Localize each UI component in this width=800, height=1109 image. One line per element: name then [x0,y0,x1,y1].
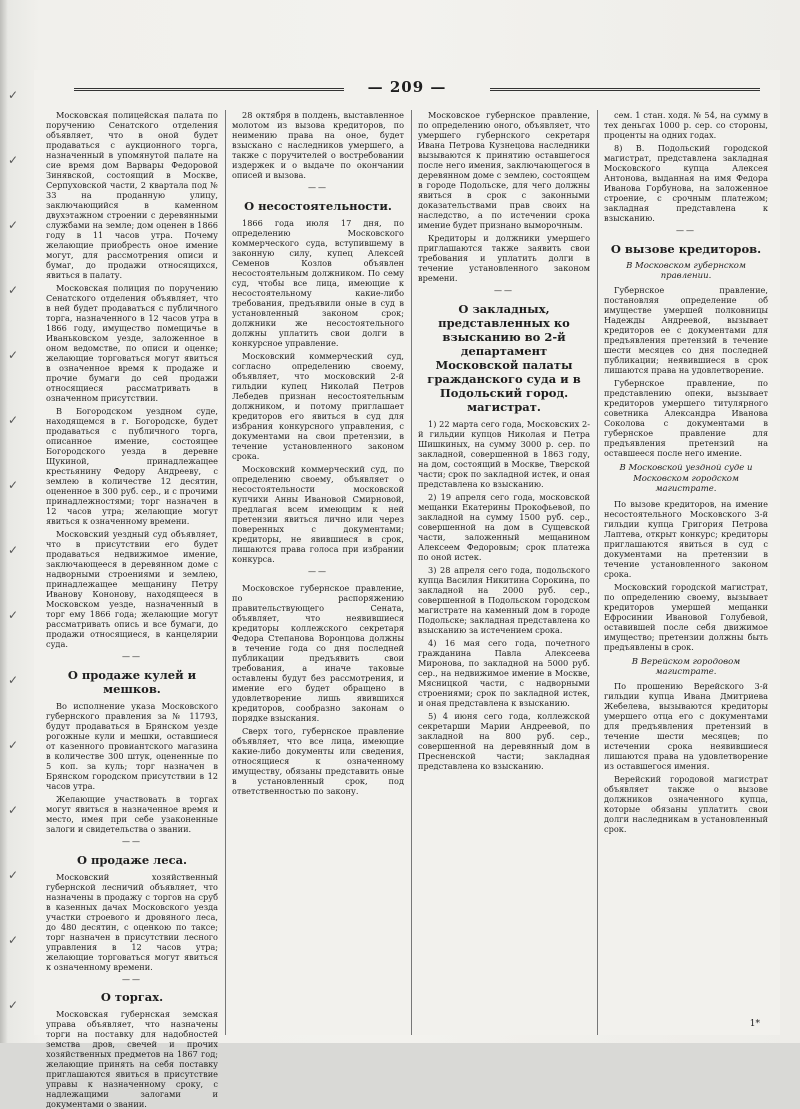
column-3 [418,110,590,1035]
separator: —— [494,286,514,295]
section-heading: О продаже леса. [76,852,188,867]
paragraph: 2) 19 апреля сего года, московской мещанки Екатерины Прокофьевой, по закладной на сумму 1500 руб. сер., совершенной на дом в Сущевской части, заложенный мещанином Алексеем Федоровым; срок платежа по оной истек. [418,491,590,562]
paragraph: Московское губернское правление, по определению оного, объявляет, что умершего губернского секретаря Ивана Петрова Кузнецова наследники вызываются к принятию оставшегося после него имения, заключающегося в деревянном доме с землею, состоящем в городе Подольске, для чего должны явиться в срок с законными доказательствами прав своих на наследство, а по истечении срока имение будет признано выморочным. [418,110,590,230]
margin-check-mark: ✓ [8,348,19,362]
margin-check-mark: ✓ [8,803,19,817]
column-1 [46,110,218,1109]
paragraph: Кредиторы и должники умершего приглашаются также заявить свои требования и уплатить долги в течение установленного законом времени. [418,233,590,283]
column-divider [225,110,226,1035]
paragraph: 5) 4 июня сего года, коллежской секретарши Марии Андреевой, по закладной на 800 руб. сер., совершенной на деревянный дом в Пресненской части; закладная представлена ко взысканию. [418,710,590,771]
paragraph: сем. 1 стан. ходя. № 54, на сумму в тех деньгах 1000 р. сер. со стороны, проценты на одних годах. [604,110,768,140]
section-heading: О вызове кредиторов. [610,241,762,256]
margin-check-mark: ✓ [8,88,19,102]
paragraph: Во исполнение указа Московского губернского правления за № 11793, будут продаваться в Брянском уезде рогожные кули и мешки, оставшиеся от казенного провиантского магазина в количестве 300 штук, оцененные по 5 коп. за куль; торг назначен в Брянском городском присутствии в 12 часов утра. [46,700,218,791]
subsection-heading: В Верейском городовом магистрате. [631,656,741,677]
paragraph: 1) 22 марта сего года, Московских 2-й гильдии купцов Николая и Петра Шишкиных, на сумму 3000 р. сер. по закладной, совершенной в 1863 году, на дом, состоящий в Москве, Тверской части; срок по закладной истек, и оная представлена ко взысканию. [418,418,590,489]
separator: —— [122,974,142,984]
margin-check-mark: ✓ [8,868,19,882]
margin-check-mark: ✓ [8,608,19,622]
margin-check-mark: ✓ [8,413,19,427]
section-heading: О закладных, представленных ко взысканию во 2-й департамент Московской палаты гражданского суда и в Подольский город. магистрат. [427,301,581,414]
column-2 [232,110,404,1035]
subsection-heading: В Московском губернском правлении. [626,260,746,282]
paragraph: Московский коммерческий суд, согласно определению своему, объявляет, что московский 2-й гильдии купец Николай Петров Лебедев признан несостоятельным должником, и потому приглашает кредиторов его явиться в суд для избрания конкурсного управления, с документами на свои претензии, в течение установленного законом срока. [232,350,404,461]
paragraph: Московский коммерческий суд, по определению своему, объявляет о несостоятельности московской купчихи Анны Ивановой Смирновой, предлагая всем имеющим к ней претензии явиться лично или через поверенных с документами; кредиторы, не явившиеся в срок, лишаются права голоса при избрании конкурса. [232,463,404,564]
paragraph: Сверх того, губернское правление объявляет, что все лица, имеющие какие-либо документы или сведения, относящиеся к означенному имуществу, обязаны представить оные в установленный срок, под ответственностью по закону. [232,725,404,796]
separator: —— [676,226,696,235]
paragraph: Московская губернская земская управа объявляет, что назначены торги на поставку для надобностей земства дров, свечей и прочих хозяйственных предметов на 1867 год; желающие принять на себя поставку приглашаются явиться в присутствие управы к назначенному сроку, с надлежащими залогами и документами о звании. [46,1009,218,1109]
margin-check-mark: ✓ [8,283,19,297]
margin-check-mark: ✓ [8,933,19,947]
separator: —— [308,183,328,192]
paragraph: 28 октября в полдень, выставленное молотом из вызова кредиторов, по неимению права на оное, будет взыскано с наследников умершего, а также с поручителей о востребовании издержек и о выдаче по окончании описей и вызова. [232,110,404,180]
margin-check-mark: ✓ [8,478,19,492]
margin-marks [0,60,30,1040]
paragraph: 3) 28 апреля сего года, подольского купца Василия Никитина Сорокина, по закладной на 2000 руб. сер., совершенной в Подольском городском магистрате на каменный дом в городе Подольске; закладная представлена ко взысканию за истечением срока. [418,564,590,635]
column-4 [604,110,768,1035]
column-divider [411,110,412,1035]
margin-check-mark: ✓ [8,218,19,232]
paragraph: Московская полиция по поручению Сенатского отделения объявляет, что в ней будет продаваться с публичного торга, назначенного в 12 часов утра в 1866 году, имущество помещичье в Иваньковском уезде, заложенное в оном ведомстве, по описи и оценке; желающие торговаться могут явиться в означенное время к продаже и прочие бумаги до сей продажи относящиеся рассматривать в означенном присутствии. [46,283,218,403]
margin-check-mark: ✓ [8,673,19,687]
separator: —— [122,652,142,661]
section-heading: О несостоятельности. [244,198,392,213]
paragraph: Московский городской магистрат, по определению своему, вызывает кредиторов умершей мещанки Ефросинии Ивановой Голубевой, оставившей после себя движимое имущество; претензии должны быть предъявлены в срок. [604,581,768,652]
paragraph: Московская полицейская палата по поручению Сенатского отделения объявляет, что в оной будет продаваться с аукционного торга, назначенный в упомянутой палате на сие время дом Варвары Федоровой Зинявской, состоящий в Москве, Серпуховской части, 2 квартала под № 33 на проданную улицу, заключающийся в каменном двухэтажном строении с деревянными службами на земле; дом оценен в 1866 году в 11 часов утра. Почему желающие приобресть оное имение могут, для рассмотрения описи и бумаг, до продажи относящихся, явиться в палату. [46,110,218,280]
margin-check-mark: ✓ [8,543,19,557]
margin-check-mark: ✓ [8,738,19,752]
paragraph: 4) 16 мая сего года, почетного гражданина Павла Алексеева Миронова, по закладной на 5000 руб. сер., на недвижимое имение в Москве, Мясницкой части, с надворными строениями; срок по закладной истек, и оная представлена к взысканию. [418,637,590,708]
paragraph: По прошению Верейского 3-й гильдии купца Ивана Дмитриева Жебелева, вызываются кредиторы умершего отца его с документами для предъявления претензий в течение шести месяцев; по истечении срока неявившиеся лишаются права на удовлетворение из оставшегося имения. [604,681,768,772]
column-divider [597,110,598,1035]
paragraph: 1866 года июля 17 дня, по определению Московского коммерческого суда, вступившему в законную силу, купец Алексей Семенов Козлов объявлен несостоятельным должником. По сему суд, чтобы все лица, имеющие к несостоятельному какие-либо требования, предъявили оные в суд в установленный законом срок; должники же несостоятельного должны уплатить свои долги в конкурсное управление. [232,217,404,348]
paragraph: Губернское правление, постановляя определение об имуществе умершей полковницы Надежды Андреевой, вызывает кредиторов ее с документами для предъявления претензий в течение шести месяцев со дня последней публикации; неявившиеся в срок лишаются права на удовлетворение. [604,285,768,376]
margin-check-mark: ✓ [8,153,19,167]
paragraph: Губернское правление, по представлению опеки, вызывает кредиторов умершего титулярного советника Александра Иванова Соколова с документами в губернское правление для предъявления претензий на оставшееся после него имение. [604,378,768,459]
section-heading: О торгах. [100,990,164,1005]
separator: —— [122,836,142,846]
paragraph: Желающие участвовать в торгах могут явиться в назначенное время и место, имея при себе узаконенные залоги и свидетельства о звании. [46,793,218,834]
signature-mark: 1* [749,1019,760,1029]
paragraph: 8) В. Подольский городской магистрат, представлена закладная Московского купца Алексея Антонова, выданная на имя Федора Иванова Горбунова, на заложенное строение, с срочным платежом; закладная представлена к взысканию. [604,143,768,223]
paragraph: Московское губернское правление, по распоряжению правительствующего Сената, объявляет, что неявившиеся кредиторы коллежского секретаря Федора Степанова Воронцова должны в течение года со дня последней публикации предъявить свои требования, а иначе таковые оставлены будут без рассмотрения, и имение его будет обращено в удовлетворение лишь явившихся кредиторов, сообразно законам о порядке взыскания. [232,582,404,723]
page-number: — 209 — [34,78,780,102]
paragraph: Московский хозяйственный губернской лесничий объявляет, что назначены в продажу с торгов на сруб в казенных дачах Московского уезда участки строевого и дровяного леса, до 480 десятин, с оценкою по таксе; торг назначен в присутствии лесного управления в 12 часов утра; желающие торговаться могут явиться к означенному времени. [46,871,218,972]
subsection-heading: В Московской уездной суде и Московском городском магистрате. [619,463,753,495]
newspaper-page [34,70,780,1109]
paragraph: Московский уездный суд объявляет, что в присутствии его будет продаваться недвижимое имение, заключающееся в деревянном доме с надворными строениями и землею, принадлежащее мещанину Петру Иванову Кононову, находящееся в Московском уезде, назначенный в торг ему 1866 года; желающие могут рассматривать опись и все бумаги, до продажи относящиеся, в канцелярии суда. [46,529,218,649]
section-heading: О продаже кулей и мешков. [67,667,197,696]
paragraph: По вызове кредиторов, на имение несостоятельного Московского 3-й гильдии купца Григория Петрова Лаптева, открыт конкурс; кредиторы приглашаются явиться в суд с документами на претензии в течение установленного законом срока. [604,498,768,579]
paragraph: В Богородском уездном суде, находящемся в г. Богородске, будет продаваться с публичного торга, описанное имение, состоящее Богородского уезда в деревне Щукиной, принадлежащее крестьянину Федору Андрееву, с землею в количестве 12 десятин, оцененное в 300 руб. сер., и с прочими принадлежностями; торг назначен в 12 часов утра; желающие могут явиться к означенному времени. [46,406,218,526]
separator: —— [308,566,328,576]
columns [46,110,768,1109]
margin-check-mark: ✓ [8,998,19,1012]
paragraph: Верейский городовой магистрат объявляет также о вызове должников означенного купца, которые обязаны уплатить свои долги наследникам в установленный срок. [604,774,768,835]
